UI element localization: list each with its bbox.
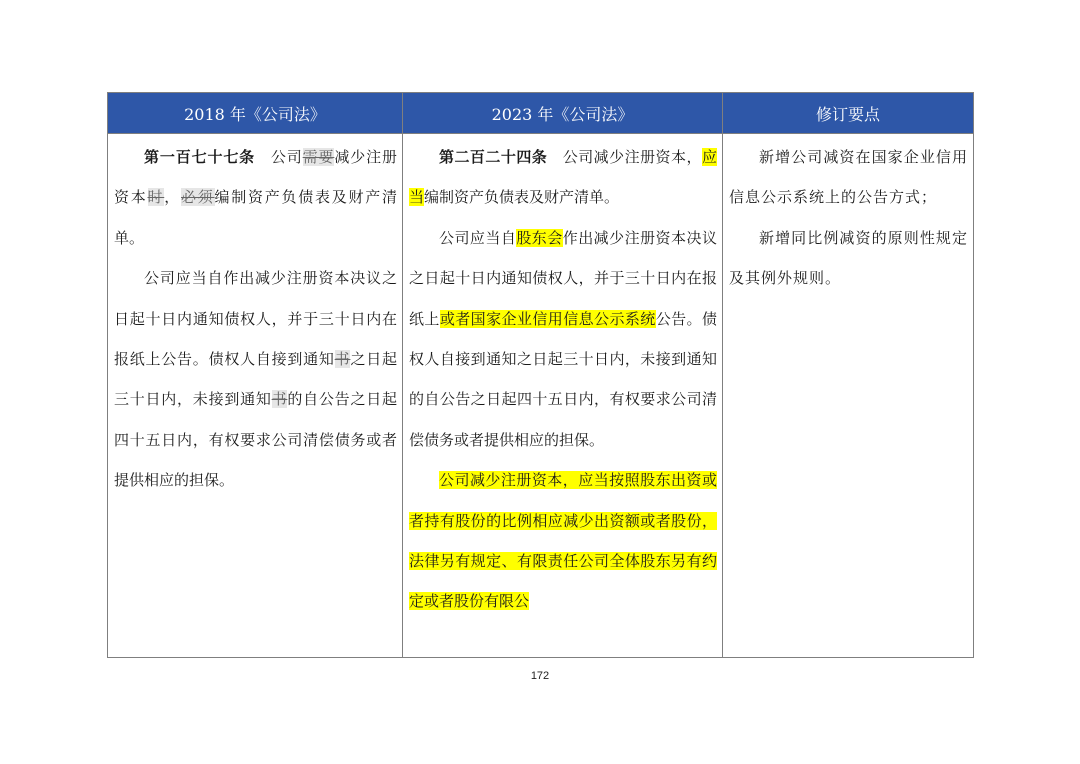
text-run: 编制资产负债表及财产清单。 [114, 188, 397, 247]
text-run: 减少注册资本 [114, 148, 397, 207]
text-run: 公司应当自 [439, 228, 517, 247]
text-run: 之日起三十日内，未接到通知 [114, 350, 397, 409]
table-row [108, 134, 974, 658]
text-run: 公告。债权人自接到通知之日起三十日内，未接到通知的自公告之日起四十五日内，有权要求公司清偿债务或者提供相应的担保。 [409, 309, 717, 449]
cell-2023-text [403, 134, 723, 658]
cell-2018-text [108, 134, 403, 658]
table-header-row [108, 93, 974, 134]
deleted-text: 需要 [302, 148, 335, 166]
cell-revision-points [723, 134, 974, 658]
article-number-224: 第二百二十四条 [439, 148, 548, 166]
highlighted-text: 股东会 [516, 228, 563, 247]
deleted-text: 必须 [181, 188, 215, 207]
article-177-paragraph-1 [114, 137, 397, 258]
deleted-text: 书 [334, 350, 351, 369]
text-run: 公司 [255, 148, 303, 166]
revision-point-1: 新增公司减资在国家企业信用信息公示系统上的公告方式； [729, 148, 968, 207]
comparison-table [107, 92, 974, 658]
highlighted-text: 公司减少注册资本，应当按照股东出资或者持有股份的比例相应减少出资额或者股份，法律另有规定、有限责任公司全体股东另有约定或者股份有限公 [409, 471, 717, 611]
article-224-paragraph-3 [409, 460, 717, 622]
article-224-paragraph-2 [409, 218, 717, 460]
article-number-177: 第一百七十七条 [144, 148, 256, 166]
article-177-paragraph-2 [114, 258, 397, 500]
header-revision-points: 修订要点 [723, 93, 974, 134]
header-2023-law: 2023 年《公司法》 [403, 93, 723, 134]
deleted-text: 书 [271, 390, 288, 409]
deleted-text: 时 [147, 188, 165, 207]
text-run: ， [164, 188, 181, 207]
revision-point-2: 新增同比例减资的原则性规定及其例外规则。 [729, 228, 968, 288]
highlighted-text: 应当 [409, 148, 717, 207]
text-run: 编制资产负债表及财产清单。 [424, 188, 620, 207]
text-run: 的自公告之日起四十五日内，有权要求公司清偿债务或者提供相应的担保。 [114, 390, 397, 490]
header-2018-law: 2018 年《公司法》 [108, 93, 403, 134]
text-run: 公司减少注册资本， [547, 148, 702, 166]
highlighted-text: 或者国家企业信用信息公示系统 [439, 309, 656, 328]
article-224-paragraph-1 [409, 137, 717, 218]
text-run: 作出减少注册资本决议之日起十日内通知债权人，并于三十日内在报纸上 [409, 228, 717, 328]
page-number: 172 [530, 670, 550, 682]
text-run: 公司应当自作出减少注册资本决议之日起十日内通知债权人，并于三十日内在报纸上公告。债权人自接到通知 [114, 269, 397, 369]
